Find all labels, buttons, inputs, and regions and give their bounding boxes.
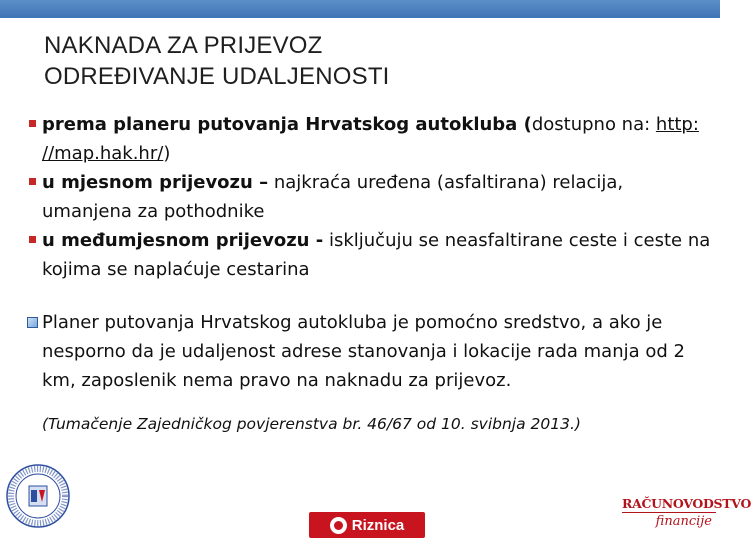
logo-line-financije: financije — [655, 514, 712, 529]
bullet-tail-text: ) — [163, 143, 171, 164]
planner-paragraph-text: Planer putovanja Hrvatskog autokluba je pomoćno sredstvo, a ako je nesporno da je udaljenost adrese stanovanja i lokacije rada manja od 2 km, zaposlenik nema pravo na naknadu za prijevoz. — [42, 312, 685, 391]
bullet-text: dostupno na: — [531, 114, 656, 135]
bullet-bold-text: prema planeru putovanja Hrvatskog autokluba ( — [42, 114, 532, 135]
bullet-item-local-transport — [26, 168, 716, 226]
title-line-1: NAKNADA ZA PRIJEVOZ — [44, 32, 323, 59]
bullet-square-icon — [29, 120, 36, 127]
bullet-item-intercity-transport — [26, 226, 716, 284]
bullet-bold-text: u mjesnom prijevozu – — [42, 172, 269, 193]
hak-map-link[interactable]: http: //map.hak.hr/ — [42, 114, 699, 164]
bullet-square-icon — [29, 236, 36, 243]
bullet-bold-text: u međumjesnom prijevozu - — [42, 230, 324, 251]
riznica-logo — [309, 512, 425, 538]
logo-line-racunovodstvo: RAČUNOVODSTVO — [622, 496, 751, 511]
checkbox-bullet-icon — [27, 317, 38, 328]
top-accent-bar — [0, 0, 720, 18]
title-line-2: ODREĐIVANJE UDALJENOSTI — [44, 63, 390, 90]
bullet-text: najkraća uređena (asfaltirana) relacija, umanjena za pothodnike — [42, 172, 624, 222]
bullet-square-icon — [29, 178, 36, 185]
bullet-text: isključuju se neasfaltirane ceste i ceste na kojima se naplaćuje cestarina — [42, 230, 711, 280]
slide-title — [44, 30, 390, 92]
riznica-emblem-icon — [330, 517, 347, 534]
racunovodstvo-financije-logo — [622, 496, 751, 538]
association-seal-logo — [4, 462, 72, 530]
bullet-item-hak-planner — [26, 110, 716, 168]
planner-paragraph — [26, 308, 716, 395]
slide-content — [26, 110, 716, 451]
interpretation-note: (Tumačenje Zajedničkog povjerenstva br. 46/67 od 10. svibnja 2013.) — [42, 415, 581, 433]
riznica-logo-text: Riznica — [351, 516, 405, 534]
